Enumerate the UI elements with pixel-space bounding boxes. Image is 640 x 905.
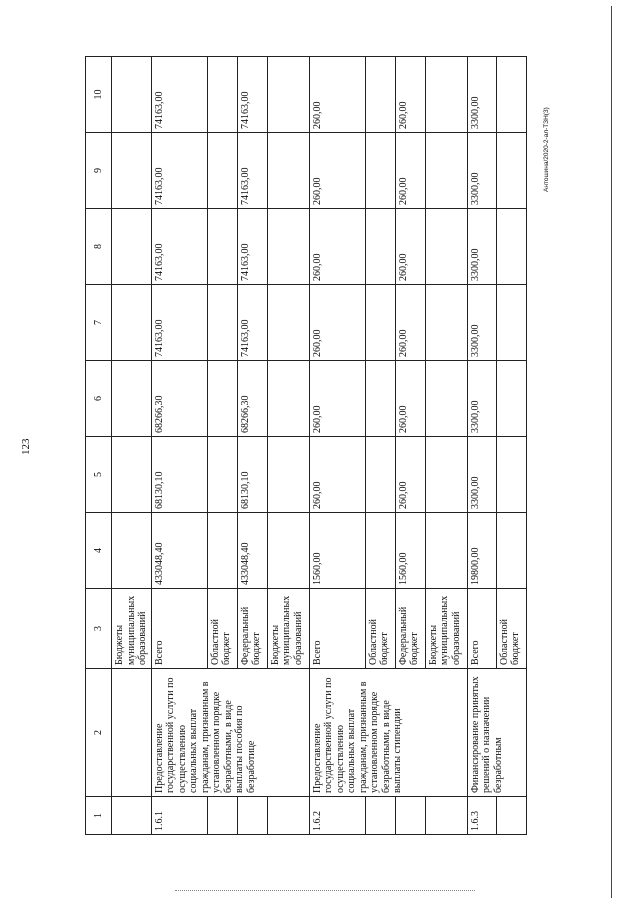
page-edge-line — [611, 6, 612, 898]
value-cell — [267, 209, 309, 285]
funding-source-cell: Федеральный бюджет — [395, 589, 425, 669]
value-cell — [207, 57, 237, 133]
value-cell — [365, 361, 395, 437]
funding-source-cell: Федеральный бюджет — [237, 589, 267, 669]
header-cell: 10 — [86, 57, 112, 133]
value-cell — [207, 133, 237, 209]
header-cell: 3 — [86, 589, 112, 669]
value-cell — [207, 437, 237, 513]
value-cell — [207, 285, 237, 361]
value-cell: 260,00 — [395, 285, 425, 361]
row-number-cell — [496, 797, 526, 835]
rotated-table-container — [85, 57, 522, 835]
value-cell: 1560,00 — [395, 513, 425, 589]
header-cell: 1 — [86, 797, 112, 835]
value-cell — [267, 513, 309, 589]
row-number-cell — [112, 797, 152, 835]
value-cell: 260,00 — [309, 437, 365, 513]
value-cell — [267, 133, 309, 209]
page-number: 123 — [20, 438, 32, 455]
value-cell: 260,00 — [309, 57, 365, 133]
header-cell: 6 — [86, 361, 112, 437]
value-cell — [425, 285, 467, 361]
value-cell: 74163,00 — [151, 285, 207, 361]
value-cell — [267, 361, 309, 437]
value-cell — [496, 437, 526, 513]
row-number-cell — [365, 797, 395, 835]
value-cell — [112, 133, 152, 209]
value-cell — [112, 513, 152, 589]
funding-source-cell: Всего — [309, 589, 365, 669]
value-cell — [365, 285, 395, 361]
value-cell: 68130,10 — [237, 437, 267, 513]
funding-source-cell: Бюджеты муниципальных образований — [267, 589, 309, 669]
value-cell: 74163,00 — [237, 285, 267, 361]
value-cell: 433048,40 — [237, 513, 267, 589]
activity-cell: Предоставление государственной услуги по осуществлению социальных выплат гражданам, признанным в установленном порядке безработными, в виде выплаты стипендии — [309, 669, 467, 797]
header-cell: 4 — [86, 513, 112, 589]
value-cell: 3300,00 — [467, 209, 496, 285]
funding-source-cell: Всего — [467, 589, 496, 669]
value-cell: 433048,40 — [151, 513, 207, 589]
header-cell: 5 — [86, 437, 112, 513]
value-cell — [365, 437, 395, 513]
row-number-cell — [395, 797, 425, 835]
value-cell: 74163,00 — [151, 57, 207, 133]
value-cell — [112, 285, 152, 361]
value-cell: 1560,00 — [309, 513, 365, 589]
funding-source-cell: Областной бюджет — [365, 589, 395, 669]
value-cell: 68130,10 — [151, 437, 207, 513]
row-number-cell — [237, 797, 267, 835]
row-number-cell — [267, 797, 309, 835]
value-cell — [112, 57, 152, 133]
value-cell — [496, 285, 526, 361]
table-row — [112, 57, 152, 835]
value-cell — [365, 209, 395, 285]
value-cell — [425, 57, 467, 133]
value-cell: 68266,30 — [151, 361, 207, 437]
funding-source-cell: Областной бюджет — [496, 589, 526, 669]
value-cell: 260,00 — [395, 209, 425, 285]
table-body — [86, 57, 527, 835]
row-number-cell — [425, 797, 467, 835]
value-cell: 3300,00 — [467, 133, 496, 209]
table-row — [309, 57, 365, 835]
header-row — [86, 57, 112, 835]
value-cell — [267, 57, 309, 133]
value-cell: 260,00 — [395, 57, 425, 133]
value-cell — [112, 209, 152, 285]
value-cell — [425, 133, 467, 209]
value-cell: 260,00 — [395, 437, 425, 513]
value-cell — [207, 209, 237, 285]
budget-table-wrapper — [85, 57, 522, 835]
value-cell — [425, 513, 467, 589]
value-cell: 3300,00 — [467, 361, 496, 437]
value-cell: 74163,00 — [237, 209, 267, 285]
value-cell: 3300,00 — [467, 57, 496, 133]
footer-code: Антошина/2020-2-ал-ТЗН(3) — [543, 107, 550, 192]
value-cell — [365, 133, 395, 209]
value-cell — [207, 361, 237, 437]
header-cell: 2 — [86, 669, 112, 797]
value-cell: 260,00 — [395, 133, 425, 209]
value-cell: 68266,30 — [237, 361, 267, 437]
row-number-cell: 1.6.2 — [309, 797, 365, 835]
scan-artifact-line — [175, 890, 475, 891]
value-cell — [496, 57, 526, 133]
table-row — [151, 57, 207, 835]
value-cell — [365, 513, 395, 589]
funding-source-cell: Областной бюджет — [207, 589, 237, 669]
value-cell — [496, 209, 526, 285]
value-cell: 3300,00 — [467, 437, 496, 513]
value-cell: 74163,00 — [237, 133, 267, 209]
value-cell — [425, 209, 467, 285]
funding-source-cell: Бюджеты муниципальных образований — [112, 589, 152, 669]
value-cell: 74163,00 — [151, 133, 207, 209]
row-number-cell — [207, 797, 237, 835]
header-cell: 7 — [86, 285, 112, 361]
row-number-cell: 1.6.3 — [467, 797, 496, 835]
value-cell: 260,00 — [309, 361, 365, 437]
value-cell: 260,00 — [395, 361, 425, 437]
activity-cell — [112, 669, 152, 797]
table-row — [467, 57, 496, 835]
value-cell — [112, 437, 152, 513]
value-cell — [267, 437, 309, 513]
row-number-cell: 1.6.1 — [151, 797, 207, 835]
value-cell: 260,00 — [309, 133, 365, 209]
value-cell — [496, 513, 526, 589]
value-cell — [496, 133, 526, 209]
activity-cell: Финансирование принятых решений о назначении безработным — [467, 669, 526, 797]
budget-table — [85, 56, 527, 835]
header-cell: 9 — [86, 133, 112, 209]
value-cell: 260,00 — [309, 285, 365, 361]
value-cell: 74163,00 — [151, 209, 207, 285]
activity-cell: Предоставление государственной услуги по осуществлению социальных выплат гражданам, признанным в установленном порядке безработными, в виде выплаты пособия по безработице — [151, 669, 309, 797]
funding-source-cell: Всего — [151, 589, 207, 669]
value-cell — [207, 513, 237, 589]
value-cell — [425, 437, 467, 513]
value-cell: 260,00 — [309, 209, 365, 285]
value-cell — [425, 361, 467, 437]
value-cell — [496, 361, 526, 437]
value-cell — [365, 57, 395, 133]
header-cell: 8 — [86, 209, 112, 285]
value-cell: 74163,00 — [237, 57, 267, 133]
value-cell — [267, 285, 309, 361]
value-cell: 3300,00 — [467, 285, 496, 361]
value-cell — [112, 361, 152, 437]
funding-source-cell: Бюджеты муниципальных образований — [425, 589, 467, 669]
value-cell: 19800,00 — [467, 513, 496, 589]
